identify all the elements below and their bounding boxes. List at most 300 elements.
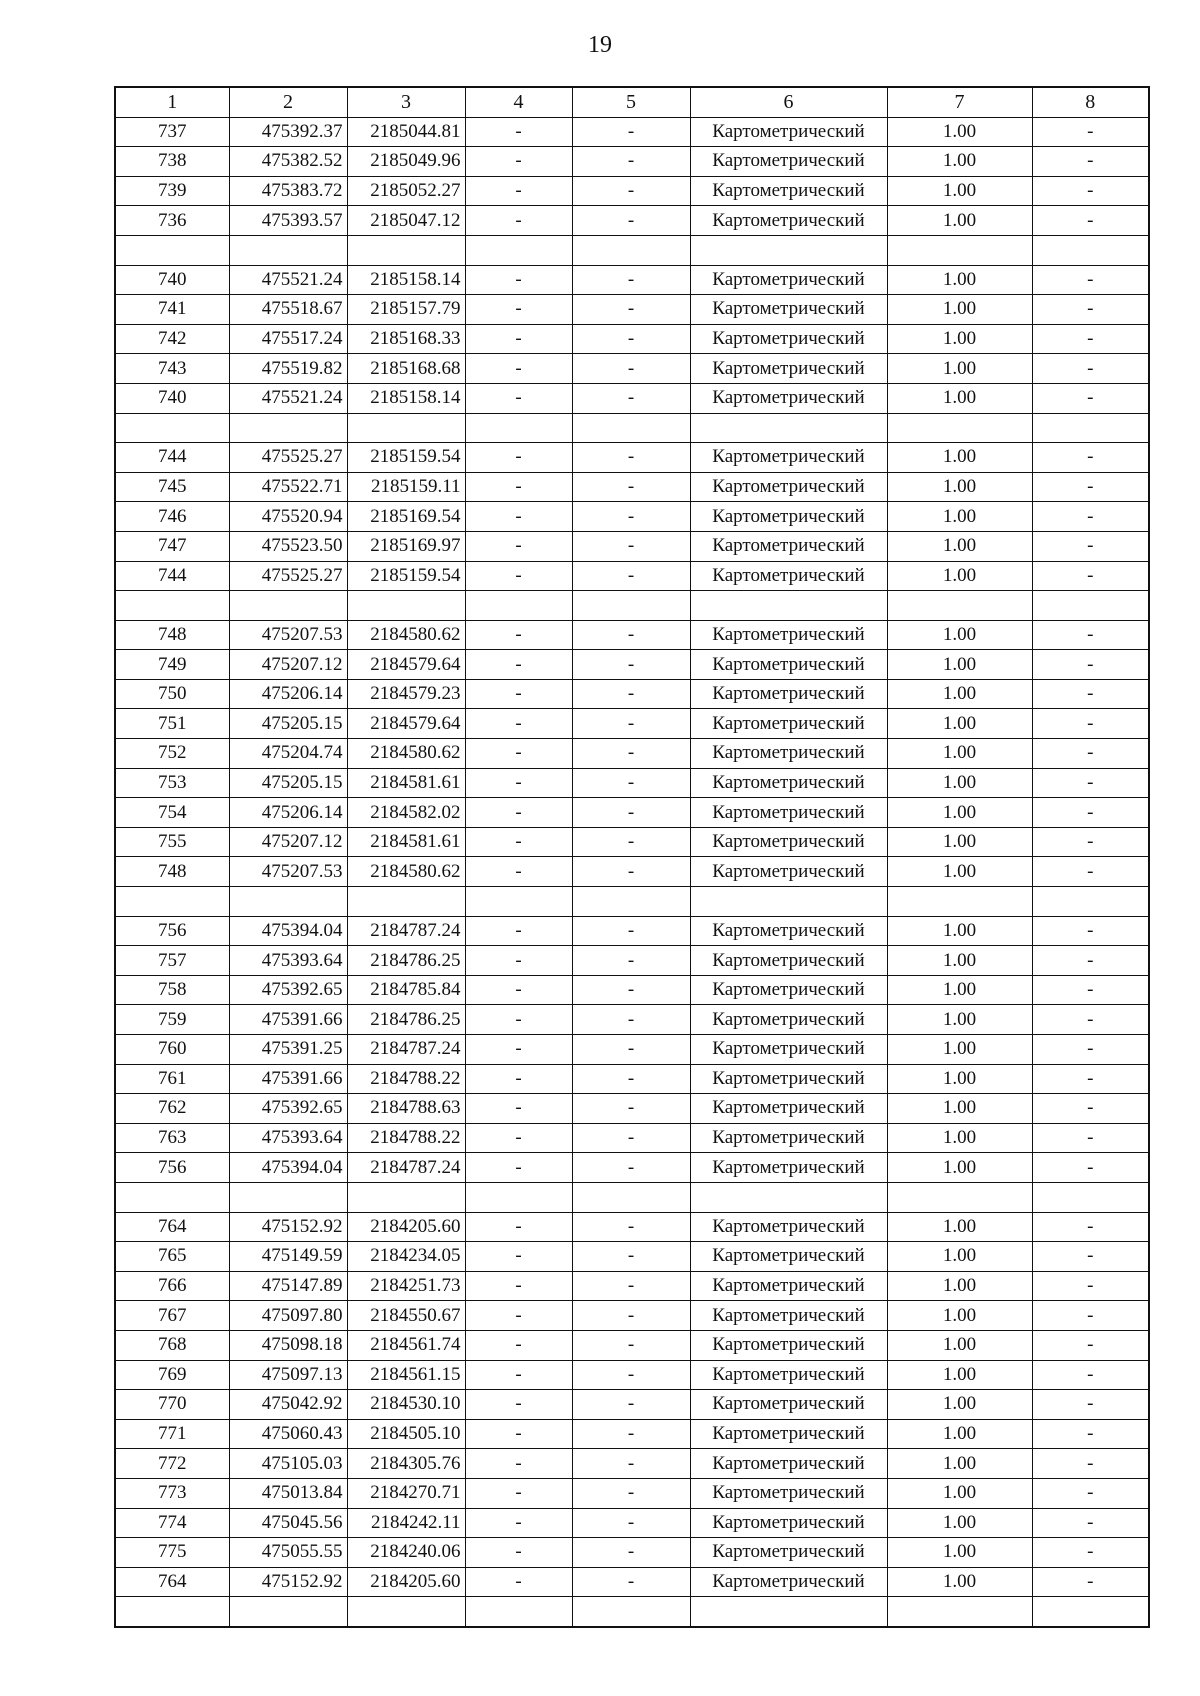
table-cell: - xyxy=(465,679,572,709)
table-cell: - xyxy=(465,1094,572,1124)
table-cell: 1.00 xyxy=(887,768,1032,798)
table-cell: Картометрический xyxy=(690,1419,887,1449)
table-cell: 1.00 xyxy=(887,176,1032,206)
empty-cell xyxy=(690,235,887,265)
table-cell: 475393.57 xyxy=(229,206,347,236)
table-cell: 2184240.06 xyxy=(347,1538,465,1568)
table-cell: - xyxy=(572,1390,690,1420)
table-cell: 751 xyxy=(115,709,229,739)
table-cell: Картометрический xyxy=(690,1301,887,1331)
table-cell: - xyxy=(465,709,572,739)
column-header: 4 xyxy=(465,87,572,117)
table-cell: 2184234.05 xyxy=(347,1242,465,1272)
table-cell: - xyxy=(1032,472,1149,502)
table-cell: - xyxy=(465,472,572,502)
table-cell: 742 xyxy=(115,324,229,354)
table-cell: - xyxy=(1032,1271,1149,1301)
table-row xyxy=(115,472,1149,502)
empty-cell xyxy=(229,591,347,621)
empty-cell xyxy=(229,887,347,917)
table-cell: - xyxy=(465,117,572,147)
table-cell: 756 xyxy=(115,1153,229,1183)
table-cell: - xyxy=(1032,265,1149,295)
table-cell: - xyxy=(572,383,690,413)
table-cell: 1.00 xyxy=(887,324,1032,354)
table-cell: - xyxy=(1032,443,1149,473)
table-cell: 1.00 xyxy=(887,561,1032,591)
table-cell: - xyxy=(572,176,690,206)
table-cell: 771 xyxy=(115,1419,229,1449)
table-cell: - xyxy=(1032,768,1149,798)
table-cell: 2184786.25 xyxy=(347,1005,465,1035)
empty-cell xyxy=(572,887,690,917)
table-cell: 765 xyxy=(115,1242,229,1272)
table-cell: 1.00 xyxy=(887,1419,1032,1449)
table-cell: - xyxy=(1032,1123,1149,1153)
table-cell: 1.00 xyxy=(887,1242,1032,1272)
table-cell: 2185159.54 xyxy=(347,443,465,473)
empty-cell xyxy=(572,591,690,621)
table-cell: 475098.18 xyxy=(229,1330,347,1360)
table-row xyxy=(115,206,1149,236)
table-cell: - xyxy=(572,1419,690,1449)
table-cell: 2184579.64 xyxy=(347,709,465,739)
table-cell: 475097.13 xyxy=(229,1360,347,1390)
table-cell: Картометрический xyxy=(690,1005,887,1035)
table-cell: Картометрический xyxy=(690,1123,887,1153)
table-cell: Картометрический xyxy=(690,1390,887,1420)
table-cell: 744 xyxy=(115,561,229,591)
table-cell: 475517.24 xyxy=(229,324,347,354)
table-cell: - xyxy=(572,1242,690,1272)
table-cell: 775 xyxy=(115,1538,229,1568)
table-cell: 2185047.12 xyxy=(347,206,465,236)
table-cell: Картометрический xyxy=(690,1360,887,1390)
table-cell: 475204.74 xyxy=(229,739,347,769)
table-cell: 2184785.84 xyxy=(347,975,465,1005)
table-cell: - xyxy=(572,946,690,976)
table-cell: - xyxy=(1032,176,1149,206)
empty-cell xyxy=(347,413,465,443)
table-cell: 1.00 xyxy=(887,650,1032,680)
table-cell: 1.00 xyxy=(887,443,1032,473)
table-cell: 1.00 xyxy=(887,354,1032,384)
table-row xyxy=(115,1478,1149,1508)
table-cell: - xyxy=(572,1271,690,1301)
empty-cell xyxy=(115,591,229,621)
table-row xyxy=(115,1419,1149,1449)
table-cell: - xyxy=(465,176,572,206)
empty-cell xyxy=(115,1182,229,1212)
table-cell: 475149.59 xyxy=(229,1242,347,1272)
table-cell: - xyxy=(465,975,572,1005)
table-row xyxy=(115,798,1149,828)
empty-cell xyxy=(572,1182,690,1212)
empty-cell xyxy=(690,1182,887,1212)
table-cell: 772 xyxy=(115,1449,229,1479)
table-cell: - xyxy=(465,295,572,325)
table-cell: 475391.66 xyxy=(229,1064,347,1094)
table-cell: Картометрический xyxy=(690,916,887,946)
empty-cell xyxy=(1032,235,1149,265)
table-row xyxy=(115,768,1149,798)
table-cell: 475206.14 xyxy=(229,798,347,828)
table-cell: - xyxy=(1032,679,1149,709)
table-cell: Картометрический xyxy=(690,383,887,413)
table-cell: 1.00 xyxy=(887,1212,1032,1242)
table-cell: 1.00 xyxy=(887,1330,1032,1360)
table-cell: 2184581.61 xyxy=(347,827,465,857)
empty-cell xyxy=(115,413,229,443)
table-cell: - xyxy=(1032,117,1149,147)
table-cell: - xyxy=(1032,383,1149,413)
table-cell: 736 xyxy=(115,206,229,236)
table-cell: 2184788.22 xyxy=(347,1064,465,1094)
table-cell: 475205.15 xyxy=(229,768,347,798)
empty-cell xyxy=(1032,887,1149,917)
table-cell: - xyxy=(572,147,690,177)
table-cell: Картометрический xyxy=(690,1330,887,1360)
table-row xyxy=(115,1035,1149,1065)
table-cell: - xyxy=(465,324,572,354)
table-cell: 475045.56 xyxy=(229,1508,347,1538)
empty-cell xyxy=(690,1597,887,1627)
table-cell: 2184270.71 xyxy=(347,1478,465,1508)
table-cell: - xyxy=(465,354,572,384)
table-cell: - xyxy=(572,1212,690,1242)
table-cell: - xyxy=(1032,1538,1149,1568)
table-cell: - xyxy=(465,620,572,650)
table-cell: - xyxy=(572,679,690,709)
table-row xyxy=(115,1094,1149,1124)
empty-cell xyxy=(465,235,572,265)
separator-row xyxy=(115,235,1149,265)
table-cell: 1.00 xyxy=(887,1123,1032,1153)
table-cell: - xyxy=(1032,502,1149,532)
table-row xyxy=(115,679,1149,709)
empty-cell xyxy=(229,235,347,265)
table-cell: 2185052.27 xyxy=(347,176,465,206)
table-cell: 475383.72 xyxy=(229,176,347,206)
table-cell: - xyxy=(572,709,690,739)
table-cell: - xyxy=(465,1153,572,1183)
table-cell: 1.00 xyxy=(887,265,1032,295)
table-cell: 475523.50 xyxy=(229,531,347,561)
table-cell: Картометрический xyxy=(690,798,887,828)
table-cell: 2185168.68 xyxy=(347,354,465,384)
table-cell: - xyxy=(465,561,572,591)
table-cell: Картометрический xyxy=(690,472,887,502)
coordinates-table xyxy=(114,86,1150,1628)
table-cell: - xyxy=(572,531,690,561)
table-cell: 475393.64 xyxy=(229,1123,347,1153)
table-row xyxy=(115,383,1149,413)
table-cell: 475207.53 xyxy=(229,620,347,650)
table-cell: - xyxy=(1032,1064,1149,1094)
table-cell: 738 xyxy=(115,147,229,177)
table-row xyxy=(115,1064,1149,1094)
table-cell: - xyxy=(465,1419,572,1449)
table-cell: 2184579.64 xyxy=(347,650,465,680)
table-cell: 1.00 xyxy=(887,739,1032,769)
table-cell: - xyxy=(465,1567,572,1597)
table-cell: 763 xyxy=(115,1123,229,1153)
table-cell: 1.00 xyxy=(887,1064,1032,1094)
table-cell: - xyxy=(1032,709,1149,739)
table-cell: Картометрический xyxy=(690,354,887,384)
table-cell: 475205.15 xyxy=(229,709,347,739)
table-cell: 1.00 xyxy=(887,1271,1032,1301)
table-cell: 475519.82 xyxy=(229,354,347,384)
table-cell: 750 xyxy=(115,679,229,709)
table-cell: - xyxy=(572,827,690,857)
header-row xyxy=(115,87,1149,117)
table-cell: - xyxy=(1032,1567,1149,1597)
table-cell: Картометрический xyxy=(690,827,887,857)
table-row xyxy=(115,857,1149,887)
table-cell: 739 xyxy=(115,176,229,206)
separator-row xyxy=(115,887,1149,917)
table-cell: 2185159.11 xyxy=(347,472,465,502)
table-cell: 1.00 xyxy=(887,147,1032,177)
table-cell: 1.00 xyxy=(887,1035,1032,1065)
empty-cell xyxy=(347,1182,465,1212)
table-cell: 2185157.79 xyxy=(347,295,465,325)
table-cell: 762 xyxy=(115,1094,229,1124)
table-cell: - xyxy=(1032,620,1149,650)
table-cell: 2184580.62 xyxy=(347,620,465,650)
table-cell: 748 xyxy=(115,620,229,650)
table-cell: - xyxy=(572,975,690,1005)
table-cell: - xyxy=(465,1538,572,1568)
table-cell: 2184550.67 xyxy=(347,1301,465,1331)
table-cell: 1.00 xyxy=(887,1567,1032,1597)
table-cell: Картометрический xyxy=(690,176,887,206)
table-cell: 1.00 xyxy=(887,295,1032,325)
table-cell: 2185044.81 xyxy=(347,117,465,147)
table-cell: - xyxy=(465,798,572,828)
table-cell: Картометрический xyxy=(690,650,887,680)
table-cell: Картометрический xyxy=(690,975,887,1005)
table-cell: 759 xyxy=(115,1005,229,1035)
table-cell: 1.00 xyxy=(887,679,1032,709)
table-cell: 475394.04 xyxy=(229,1153,347,1183)
table-cell: 769 xyxy=(115,1360,229,1390)
table-cell: 475521.24 xyxy=(229,383,347,413)
table-cell: 2184205.60 xyxy=(347,1567,465,1597)
table-cell: 1.00 xyxy=(887,1390,1032,1420)
empty-cell xyxy=(887,235,1032,265)
table-cell: Картометрический xyxy=(690,709,887,739)
table-cell: 475521.24 xyxy=(229,265,347,295)
table-cell: 475207.12 xyxy=(229,827,347,857)
table-cell: - xyxy=(1032,531,1149,561)
table-cell: 2184561.15 xyxy=(347,1360,465,1390)
table-cell: 2184788.63 xyxy=(347,1094,465,1124)
table-cell: 475520.94 xyxy=(229,502,347,532)
table-cell: - xyxy=(1032,1035,1149,1065)
table-cell: 475152.92 xyxy=(229,1567,347,1597)
table-cell: 2184251.73 xyxy=(347,1271,465,1301)
table-cell: 744 xyxy=(115,443,229,473)
table-cell: Картометрический xyxy=(690,324,887,354)
table-cell: 1.00 xyxy=(887,1153,1032,1183)
table-cell: - xyxy=(465,206,572,236)
table-cell: Картометрический xyxy=(690,1212,887,1242)
table-row xyxy=(115,1242,1149,1272)
table-cell: - xyxy=(1032,147,1149,177)
empty-cell xyxy=(465,413,572,443)
table-cell: Картометрический xyxy=(690,117,887,147)
table-cell: 475147.89 xyxy=(229,1271,347,1301)
table-cell: - xyxy=(1032,1449,1149,1479)
table-cell: 1.00 xyxy=(887,1478,1032,1508)
table-cell: - xyxy=(572,1508,690,1538)
table-cell: - xyxy=(572,857,690,887)
table-cell: 2184580.62 xyxy=(347,739,465,769)
table-cell: 1.00 xyxy=(887,383,1032,413)
table-cell: 2185049.96 xyxy=(347,147,465,177)
table-cell: 774 xyxy=(115,1508,229,1538)
table-cell: - xyxy=(465,1064,572,1094)
table-cell: 756 xyxy=(115,916,229,946)
table-row xyxy=(115,295,1149,325)
table-cell: - xyxy=(572,1449,690,1479)
table-cell: 753 xyxy=(115,768,229,798)
table-cell: 475525.27 xyxy=(229,443,347,473)
table-cell: 475394.04 xyxy=(229,916,347,946)
table-cell: 1.00 xyxy=(887,117,1032,147)
table-cell: - xyxy=(572,1123,690,1153)
table-cell: Картометрический xyxy=(690,531,887,561)
table-cell: - xyxy=(1032,946,1149,976)
table-cell: 764 xyxy=(115,1212,229,1242)
table-cell: 1.00 xyxy=(887,472,1032,502)
table-row xyxy=(115,561,1149,591)
empty-cell xyxy=(690,887,887,917)
table-cell: 740 xyxy=(115,265,229,295)
empty-cell xyxy=(887,1597,1032,1627)
table-cell: 737 xyxy=(115,117,229,147)
table-cell: - xyxy=(572,1478,690,1508)
table-cell: 2184305.76 xyxy=(347,1449,465,1479)
table-cell: Картометрический xyxy=(690,768,887,798)
column-header: 2 xyxy=(229,87,347,117)
table-cell: - xyxy=(465,650,572,680)
separator-row xyxy=(115,591,1149,621)
table-cell: 2184242.11 xyxy=(347,1508,465,1538)
empty-cell xyxy=(465,1597,572,1627)
column-header: 5 xyxy=(572,87,690,117)
table-cell: 741 xyxy=(115,295,229,325)
table-cell: - xyxy=(572,472,690,502)
table-cell: 1.00 xyxy=(887,1508,1032,1538)
table-cell: - xyxy=(1032,1330,1149,1360)
table-cell: 1.00 xyxy=(887,1360,1032,1390)
column-header: 3 xyxy=(347,87,465,117)
table-cell: - xyxy=(1032,561,1149,591)
empty-cell xyxy=(1032,591,1149,621)
table-cell: 2184561.74 xyxy=(347,1330,465,1360)
table-cell: Картометрический xyxy=(690,1242,887,1272)
empty-cell xyxy=(690,413,887,443)
table-cell: 1.00 xyxy=(887,975,1032,1005)
table-cell: Картометрический xyxy=(690,1567,887,1597)
table-cell: - xyxy=(572,502,690,532)
table-cell: 475013.84 xyxy=(229,1478,347,1508)
table-cell: - xyxy=(465,1123,572,1153)
empty-cell xyxy=(572,1597,690,1627)
table-cell: Картометрический xyxy=(690,265,887,295)
table-cell: 2184787.24 xyxy=(347,916,465,946)
table-row xyxy=(115,531,1149,561)
table-cell: 755 xyxy=(115,827,229,857)
column-header: 6 xyxy=(690,87,887,117)
table-cell: 743 xyxy=(115,354,229,384)
table-cell: - xyxy=(465,1035,572,1065)
table-cell: 475042.92 xyxy=(229,1390,347,1420)
table-cell: 752 xyxy=(115,739,229,769)
table-cell: 748 xyxy=(115,857,229,887)
table-cell: - xyxy=(465,383,572,413)
table-cell: - xyxy=(1032,1242,1149,1272)
table-cell: - xyxy=(1032,206,1149,236)
table-cell: Картометрический xyxy=(690,295,887,325)
table-cell: 2184788.22 xyxy=(347,1123,465,1153)
table-cell: 764 xyxy=(115,1567,229,1597)
table-row xyxy=(115,1538,1149,1568)
table-row xyxy=(115,502,1149,532)
table-cell: - xyxy=(465,1390,572,1420)
table-cell: 475055.55 xyxy=(229,1538,347,1568)
table-cell: - xyxy=(1032,857,1149,887)
table-cell: - xyxy=(572,1035,690,1065)
column-header: 1 xyxy=(115,87,229,117)
table-cell: 740 xyxy=(115,383,229,413)
table-cell: 2184579.23 xyxy=(347,679,465,709)
table-cell: - xyxy=(572,206,690,236)
table-cell: 761 xyxy=(115,1064,229,1094)
table-cell: 1.00 xyxy=(887,1301,1032,1331)
table-cell: - xyxy=(465,1449,572,1479)
table-row xyxy=(115,1567,1149,1597)
table-cell: 475392.65 xyxy=(229,1094,347,1124)
table-cell: - xyxy=(572,620,690,650)
table-cell: 475152.92 xyxy=(229,1212,347,1242)
table-row xyxy=(115,1390,1149,1420)
empty-cell xyxy=(347,235,465,265)
table-cell: Картометрический xyxy=(690,206,887,236)
table-cell: - xyxy=(1032,975,1149,1005)
table-cell: - xyxy=(572,443,690,473)
table-cell: 1.00 xyxy=(887,709,1032,739)
table-cell: 768 xyxy=(115,1330,229,1360)
table-cell: - xyxy=(465,1271,572,1301)
table-cell: - xyxy=(572,650,690,680)
table-cell: - xyxy=(572,1567,690,1597)
table-cell: Картометрический xyxy=(690,147,887,177)
table-cell: - xyxy=(1032,1508,1149,1538)
table-cell: 1.00 xyxy=(887,1538,1032,1568)
empty-cell xyxy=(465,887,572,917)
table-cell: - xyxy=(572,739,690,769)
table-cell: 475382.52 xyxy=(229,147,347,177)
table-cell: 1.00 xyxy=(887,857,1032,887)
table-row xyxy=(115,1508,1149,1538)
empty-cell xyxy=(347,887,465,917)
table-cell: 475060.43 xyxy=(229,1419,347,1449)
table-cell: - xyxy=(465,1478,572,1508)
